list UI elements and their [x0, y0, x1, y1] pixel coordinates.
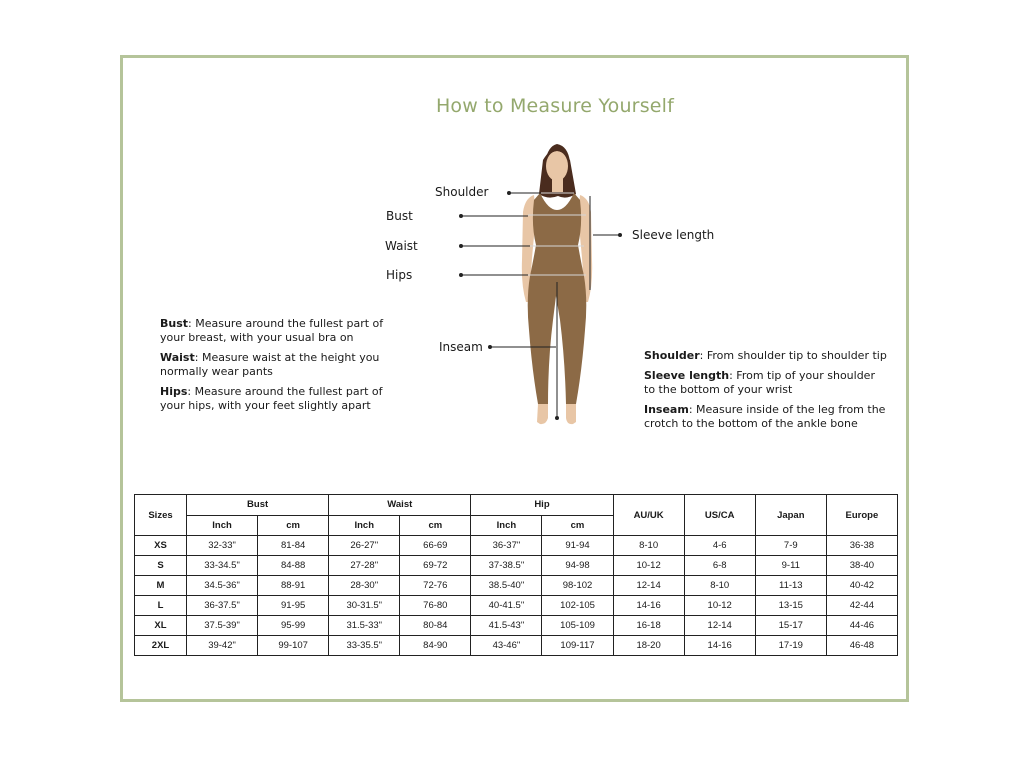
table-cell: 13-15	[755, 596, 826, 616]
table-cell: 16-18	[613, 616, 684, 636]
table-cell: 6-8	[684, 556, 755, 576]
table-header-row	[135, 495, 898, 516]
subheader-bust-cm: cm	[258, 515, 329, 536]
subheader-waist-inch: Inch	[329, 515, 400, 536]
table-cell: 41.5-43"	[471, 616, 542, 636]
table-cell: 102-105	[542, 596, 613, 616]
header-europe: Europe	[826, 495, 897, 536]
table-cell: 95-99	[258, 616, 329, 636]
table-cell: 28-30"	[329, 576, 400, 596]
table-cell: 69-72	[400, 556, 471, 576]
table-cell: 40-42	[826, 576, 897, 596]
table-cell: 4-6	[684, 536, 755, 556]
note-shoulder: Shoulder: From shoulder tip to shoulder tip	[644, 349, 887, 362]
size-chart-table	[134, 494, 898, 656]
table-cell: 40-41.5"	[471, 596, 542, 616]
table-cell: 80-84	[400, 616, 471, 636]
label-inseam: Inseam	[439, 340, 483, 354]
table-cell: 8-10	[684, 576, 755, 596]
table-cell: 8-10	[613, 536, 684, 556]
table-cell: 43-46"	[471, 636, 542, 656]
label-sleeve-length: Sleeve length	[632, 228, 715, 242]
subheader-waist-cm: cm	[400, 515, 471, 536]
note-inseam: Inseam: Measure inside of the leg from the crotch to the bottom of the ankle bone	[644, 403, 886, 430]
label-bust: Bust	[386, 209, 413, 223]
table-cell: 39-42"	[187, 636, 258, 656]
table-cell: 81-84	[258, 536, 329, 556]
table-row	[135, 616, 898, 636]
table-cell: 72-76	[400, 576, 471, 596]
table-cell: 42-44	[826, 596, 897, 616]
size-cell: XL	[135, 616, 187, 636]
table-cell: 10-12	[684, 596, 755, 616]
table-cell: 105-109	[542, 616, 613, 636]
table-cell: 44-46	[826, 616, 897, 636]
size-cell: L	[135, 596, 187, 616]
table-cell: 36-37"	[471, 536, 542, 556]
table-cell: 10-12	[613, 556, 684, 576]
note-sleeve-length: Sleeve length: From tip of your shoulder to the bottom of your wrist	[644, 369, 875, 396]
table-cell: 88-91	[258, 576, 329, 596]
table-cell: 9-11	[755, 556, 826, 576]
label-hips: Hips	[386, 268, 413, 282]
table-cell: 15-17	[755, 616, 826, 636]
table-row	[135, 556, 898, 576]
header-japan: Japan	[755, 495, 826, 536]
table-cell: 32-33"	[187, 536, 258, 556]
table-cell: 36-37.5"	[187, 596, 258, 616]
subheader-hip-inch: Inch	[471, 515, 542, 536]
foot-left	[537, 404, 548, 424]
subheader-hip-cm: cm	[542, 515, 613, 536]
table-cell: 33-35.5"	[329, 636, 400, 656]
header-waist: Waist	[329, 495, 471, 516]
table-cell: 33-34.5"	[187, 556, 258, 576]
table-cell: 99-107	[258, 636, 329, 656]
label-waist: Waist	[385, 239, 418, 253]
face-shape	[546, 151, 568, 181]
table-cell: 34.5-36"	[187, 576, 258, 596]
note-waist: Waist: Measure waist at the height you normally wear pants	[160, 351, 380, 378]
table-cell: 94-98	[542, 556, 613, 576]
table-cell: 26-27"	[329, 536, 400, 556]
table-row	[135, 596, 898, 616]
table-cell: 76-80	[400, 596, 471, 616]
header-bust: Bust	[187, 495, 329, 516]
table-cell: 36-38	[826, 536, 897, 556]
table-cell: 109-117	[542, 636, 613, 656]
table-cell: 38-40	[826, 556, 897, 576]
table-cell: 66-69	[400, 536, 471, 556]
size-cell: 2XL	[135, 636, 187, 656]
left-notes	[160, 317, 410, 419]
table-cell: 84-88	[258, 556, 329, 576]
table-cell: 7-9	[755, 536, 826, 556]
table-cell: 27-28"	[329, 556, 400, 576]
table-cell: 91-94	[542, 536, 613, 556]
size-cell: M	[135, 576, 187, 596]
header-au-uk: AU/UK	[613, 495, 684, 536]
foot-right	[566, 404, 576, 424]
outfit-top	[530, 193, 584, 276]
table-cell: 98-102	[542, 576, 613, 596]
table-cell: 37.5-39"	[187, 616, 258, 636]
table-cell: 31.5-33"	[329, 616, 400, 636]
size-cell: XS	[135, 536, 187, 556]
table-row	[135, 576, 898, 596]
table-cell: 17-19	[755, 636, 826, 656]
table-cell: 30-31.5"	[329, 596, 400, 616]
table-cell: 91-95	[258, 596, 329, 616]
table-cell: 11-13	[755, 576, 826, 596]
table-row	[135, 536, 898, 556]
table-cell: 84-90	[400, 636, 471, 656]
label-shoulder: Shoulder	[435, 185, 489, 199]
page-title: How to Measure Yourself	[435, 95, 675, 117]
header-hip: Hip	[471, 495, 613, 516]
header-sizes: Sizes	[135, 495, 187, 536]
size-table-body	[135, 536, 898, 656]
subheader-bust-inch: Inch	[187, 515, 258, 536]
header-us-ca: US/CA	[684, 495, 755, 536]
table-cell: 46-48	[826, 636, 897, 656]
table-row	[135, 636, 898, 656]
table-cell: 37-38.5"	[471, 556, 542, 576]
right-notes	[644, 349, 888, 437]
note-hips: Hips: Measure around the fullest part of your hips, with your feet slightly apart	[160, 385, 383, 412]
table-cell: 18-20	[613, 636, 684, 656]
table-cell: 14-16	[684, 636, 755, 656]
table-cell: 38.5-40"	[471, 576, 542, 596]
table-cell: 12-14	[613, 576, 684, 596]
size-cell: S	[135, 556, 187, 576]
table-cell: 14-16	[613, 596, 684, 616]
note-bust: Bust: Measure around the fullest part of your breast, with your usual bra on	[160, 317, 384, 344]
table-cell: 12-14	[684, 616, 755, 636]
